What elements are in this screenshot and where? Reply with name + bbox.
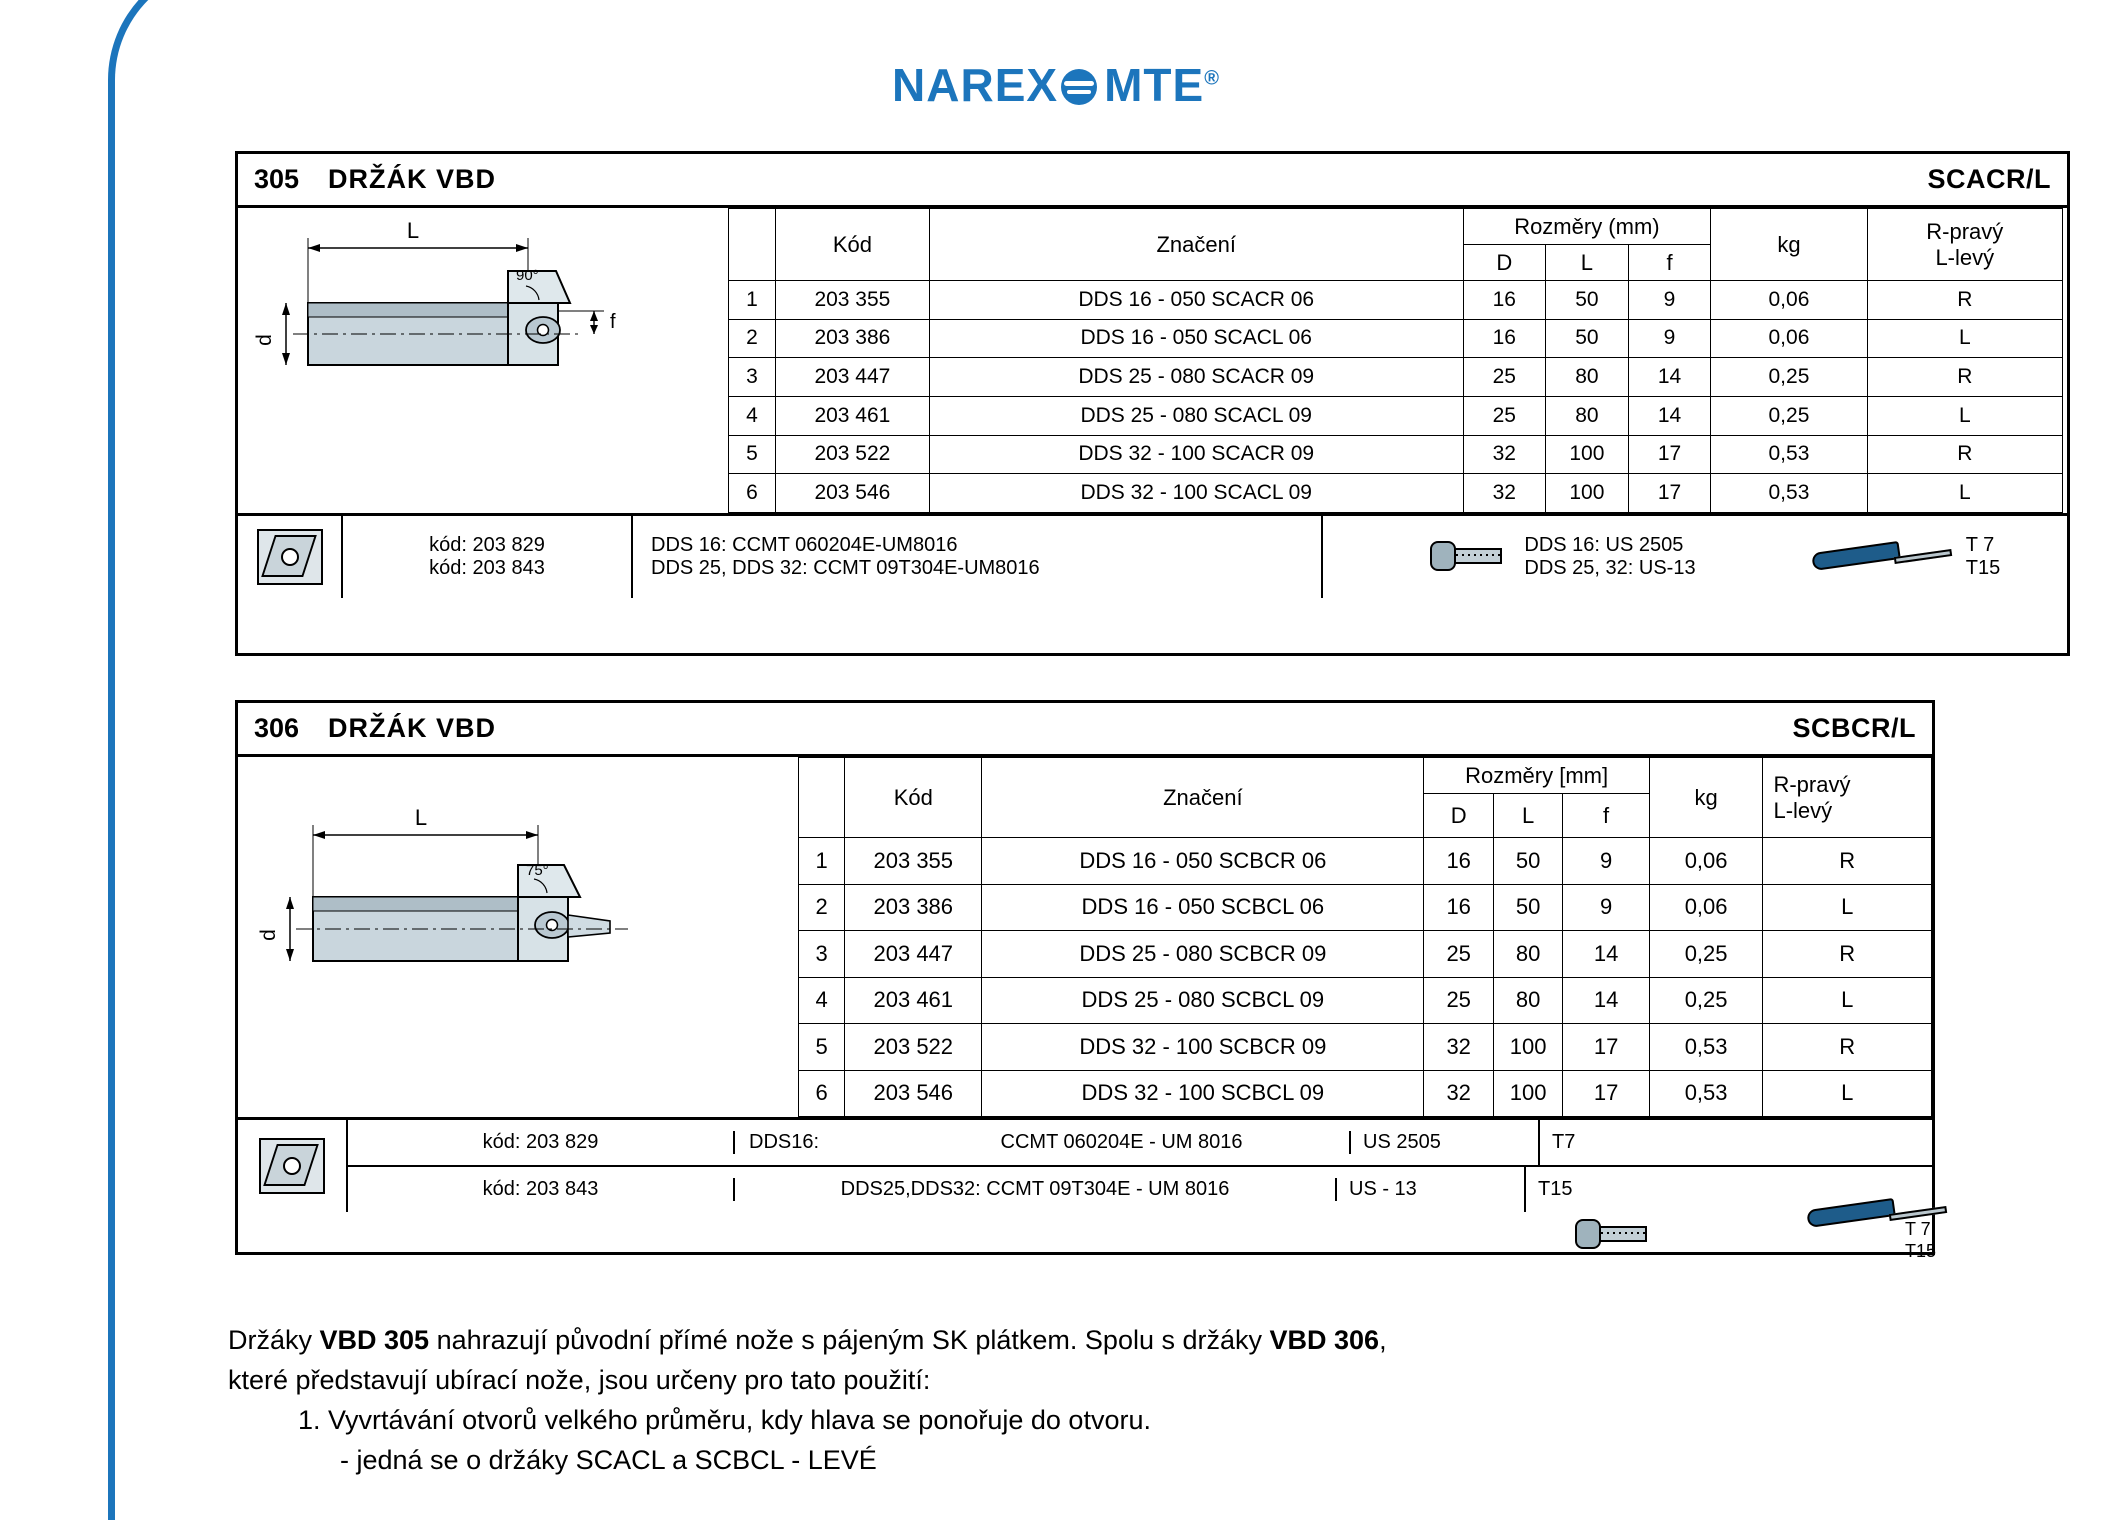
key-label-2: T15 [1905,1241,1937,1261]
table-row [729,396,2063,435]
cell-znaceni: DDS 16 - 050 SCACL 06 [929,319,1463,358]
usage-text-2: - jedná se o držáky SCACL a SCBCL - LEVÉ [340,1445,877,1475]
cell-l: 80 [1546,358,1629,397]
cell-f: 9 [1628,319,1711,358]
cell-f: 17 [1563,1024,1649,1071]
cell-pos: 6 [729,474,776,513]
spec-table-306-header-row-1 [799,758,1932,794]
cell-kg: 0,06 [1649,884,1763,931]
insert-spec-2: DDS25,DDS32: CCMT 09T304E - UM 8016 [735,1178,1337,1201]
th-rozmery: Rozměry [mm] [1424,758,1649,794]
cell-kg: 0,25 [1711,358,1867,397]
cell-kod: 203 386 [845,884,982,931]
cell-l: 100 [1493,1070,1562,1117]
cell-znaceni: DDS 16 - 050 SCACR 06 [929,281,1463,320]
torx-key-icon [1810,535,1960,579]
table-row [729,358,2063,397]
cell-hand: L [1867,474,2062,513]
table-row [729,319,2063,358]
screw-cell-305 [1323,516,1743,598]
insert-kod-1: kód: 203 829 [348,1131,735,1154]
key-size-1: T7 [1552,1131,1576,1154]
th-kod: Kód [775,209,929,281]
th-hand-bottom: L-levý [1935,244,1995,270]
cell-l: 80 [1493,977,1562,1024]
th-d: D [1424,794,1493,838]
insert-kod-2: kód: 203 843 [429,557,545,579]
desc-text-3: , [1379,1325,1387,1355]
section-306-code: SCBCR/L [1792,713,1916,743]
cell-l: 50 [1493,838,1562,885]
svg-text:d: d [253,334,276,346]
insert-spec-2: DDS 25, DDS 32: CCMT 09T304E-UM8016 [651,557,1040,579]
cell-d: 16 [1463,319,1546,358]
desc-bold-306: VBD 306 [1269,1325,1380,1355]
cell-hand: L [1763,977,1932,1024]
cell-pos: 5 [799,1024,845,1071]
screw-spec-1: US 2505 [1351,1120,1540,1165]
key-label-1: T 7 [1905,1219,1931,1239]
th-l: L [1493,794,1562,838]
table-row [799,1024,1932,1071]
cell-znaceni: DDS 25 - 080 SCACR 09 [929,358,1463,397]
cell-znaceni: DDS 32 - 100 SCBCR 09 [982,1024,1424,1071]
key-size-2: T15 [1965,557,2001,579]
cell-pos: 3 [799,931,845,978]
cell-l: 50 [1493,884,1562,931]
section-305-footer [238,513,2067,598]
screw-spec-1: DDS 16: US 2505 [1524,534,1684,556]
cell-pos: 4 [729,396,776,435]
th-f: f [1628,245,1711,281]
brand-globe-icon [1058,67,1104,107]
cell-znaceni: DDS 32 - 100 SCACL 09 [929,474,1463,513]
insert-kod-1: kód: 203 829 [429,534,545,556]
cell-f: 17 [1563,1070,1649,1117]
th-f: f [1563,794,1649,838]
cell-kod: 203 447 [845,931,982,978]
insert-spec-cell-305 [633,516,1323,598]
section-306-footer [238,1117,1932,1212]
cell-d: 16 [1424,838,1493,885]
cell-hand: L [1763,884,1932,931]
cell-l: 50 [1546,281,1629,320]
th-hand [1763,758,1932,838]
cell-hand: R [1867,281,2062,320]
svg-text:90°: 90° [516,267,539,284]
cell-kod: 203 546 [775,474,929,513]
cell-pos: 2 [799,884,845,931]
section-305-title: DRŽÁK VBD [328,164,496,194]
cell-znaceni: DDS 32 - 100 SCBCL 09 [982,1070,1424,1117]
table-row [729,281,2063,320]
cell-kod: 203 355 [845,838,982,885]
cell-kg: 0,53 [1649,1070,1763,1117]
cell-hand: R [1763,1024,1932,1071]
svg-text:d: d [257,929,280,941]
key-cell-305 [1743,516,2067,598]
insert-icon-cell-306 [238,1120,348,1212]
description-line-2 [228,1360,1728,1400]
cell-kg: 0,25 [1649,931,1763,978]
cell-l: 100 [1493,1024,1562,1071]
cell-d: 25 [1463,396,1546,435]
cell-kg: 0,06 [1711,319,1867,358]
cell-d: 32 [1463,435,1546,474]
trademark-symbol: ® [1204,67,1220,90]
section-306-number: 306 [254,713,300,743]
screw-spec-2: DDS 25, 32: US-13 [1524,557,1696,579]
cell-hand: R [1763,838,1932,885]
cell-l: 80 [1493,931,1562,978]
tool-drawing-306 [238,757,798,1117]
section-306-header [238,703,1932,757]
insert-icon [259,1138,325,1194]
cell-hand: L [1867,396,2062,435]
section-306-title: DRŽÁK VBD [328,713,496,743]
section-306-body [238,757,1932,1117]
insert-icon-cell-305 [238,516,343,598]
cell-hand: R [1867,358,2062,397]
cell-pos: 6 [799,1070,845,1117]
th-kg: kg [1711,209,1867,281]
cell-f: 14 [1628,396,1711,435]
cell-f: 9 [1563,884,1649,931]
th-d: D [1463,245,1546,281]
cell-kod: 203 355 [775,281,929,320]
brand-name-left: NAREX [892,59,1059,111]
cell-d: 25 [1424,977,1493,1024]
cell-f: 9 [1628,281,1711,320]
table-row [729,435,2063,474]
insert-icon [257,529,323,585]
usage-text-1: 1. Vyvrtávání otvorů velkého průměru, kdy hlava se ponořuje do otvoru. [298,1405,1151,1435]
section-305-code: SCACR/L [1927,164,2051,194]
section-305-body [238,208,2067,513]
table-row [799,1070,1932,1117]
cell-znaceni: DDS 16 - 050 SCBCR 06 [982,838,1424,885]
cell-f: 14 [1563,977,1649,1024]
cell-pos: 3 [729,358,776,397]
insert-kod-2: kód: 203 843 [348,1178,735,1201]
screw-icon [1430,537,1506,577]
cell-l: 100 [1546,474,1629,513]
cell-d: 16 [1424,884,1493,931]
cell-d: 32 [1463,474,1546,513]
description-paragraph [228,1320,1598,1360]
cell-kg: 0,53 [1649,1024,1763,1071]
cell-kg: 0,06 [1711,281,1867,320]
th-hand-top: R-pravý [1773,771,1851,797]
th-kg: kg [1649,758,1763,838]
cell-d: 32 [1424,1024,1493,1071]
cell-l: 100 [1546,435,1629,474]
usage-item-1 [298,1400,1798,1440]
spec-table-306 [798,757,1932,1117]
cell-kg: 0,53 [1711,474,1867,513]
cell-kod: 203 461 [775,396,929,435]
cell-kg: 0,06 [1649,838,1763,885]
cell-znaceni: DDS 25 - 080 SCACL 09 [929,396,1463,435]
key-size-2: T15 [1538,1178,1573,1201]
cell-hand: L [1763,1070,1932,1117]
cell-pos: 1 [729,281,776,320]
cell-f: 14 [1563,931,1649,978]
cell-d: 16 [1463,281,1546,320]
table-row [729,474,2063,513]
cell-kod: 203 386 [775,319,929,358]
cell-hand: R [1867,435,2062,474]
svg-text:L: L [406,218,420,243]
cell-kod: 203 522 [775,435,929,474]
svg-text:75°: 75° [526,862,549,879]
cell-znaceni: DDS 16 - 050 SCBCL 06 [982,884,1424,931]
th-kod: Kód [845,758,982,838]
th-hand-top: R-pravý [1926,218,2004,244]
cell-znaceni: DDS 25 - 080 SCBCR 09 [982,931,1424,978]
cell-znaceni: DDS 25 - 080 SCBCL 09 [982,977,1424,1024]
key-size-labels-306 [1905,1218,1936,1262]
section-305 [235,151,2070,656]
desc-text-4: které představují ubírací nože, jsou určeny pro tato použití: [228,1365,931,1395]
insert-codes-cell-305 [343,516,633,598]
cell-kg: 0,25 [1649,977,1763,1024]
th-znaceni: Značení [929,209,1463,281]
th-l: L [1546,245,1629,281]
cell-hand: L [1867,319,2062,358]
tool-drawing-305 [238,208,728,513]
key-size-1: T 7 [1965,534,1995,556]
cell-l: 50 [1546,319,1629,358]
section-306 [235,700,1935,1255]
cell-pos: 4 [799,977,845,1024]
section-305-number: 305 [254,164,300,194]
cell-f: 17 [1628,435,1711,474]
cell-kg: 0,25 [1711,396,1867,435]
cell-f: 17 [1628,474,1711,513]
th-hand [1867,209,2062,281]
table-row [799,884,1932,931]
desc-text-2: nahrazují původní přímé nože s pájeným SK plátkem. Spolu s držáky [429,1325,1270,1355]
cell-f: 9 [1563,838,1649,885]
cell-f: 14 [1628,358,1711,397]
cell-pos: 5 [729,435,776,474]
cell-kod: 203 461 [845,977,982,1024]
th-pos [729,209,776,281]
brand-name-right: MTE [1104,59,1205,111]
cell-znaceni: DDS 32 - 100 SCACR 09 [929,435,1463,474]
spec-table-305-header-row-1 [729,209,2063,245]
cell-kod: 203 447 [775,358,929,397]
th-znaceni: Značení [982,758,1424,838]
screw-spec-2: US - 13 [1337,1167,1526,1212]
th-hand-bottom: L-levý [1773,797,1833,823]
desc-text-1: Držáky [228,1325,320,1355]
cell-pos: 2 [729,319,776,358]
insert-spec-1: DDS 16: CCMT 060204E-UM8016 [651,534,958,556]
screw-icon-306 [1575,1215,1651,1255]
insert-type-1: DDS16: [749,1131,820,1154]
brand-logo [0,58,2112,112]
table-row [799,977,1932,1024]
cell-d: 25 [1424,931,1493,978]
section-305-header [238,154,2067,208]
svg-text:f: f [610,311,616,333]
cell-kod: 203 546 [845,1070,982,1117]
table-row [799,931,1932,978]
desc-bold-305: VBD 305 [319,1325,430,1355]
cell-pos: 1 [799,838,845,885]
spec-table-305 [728,208,2063,513]
svg-text:L: L [414,805,428,830]
cell-d: 25 [1463,358,1546,397]
cell-hand: R [1763,931,1932,978]
cell-l: 80 [1546,396,1629,435]
cell-kod: 203 522 [845,1024,982,1071]
th-pos [799,758,845,838]
cell-d: 32 [1424,1070,1493,1117]
cell-kg: 0,53 [1711,435,1867,474]
th-rozmery: Rozměry (mm) [1463,209,1711,245]
table-row [799,838,1932,885]
insert-spec-1: CCMT 060204E - UM 8016 [894,1131,1351,1154]
usage-item-1-sub [340,1440,1840,1480]
insert-detail-cell-306 [348,1120,1932,1212]
